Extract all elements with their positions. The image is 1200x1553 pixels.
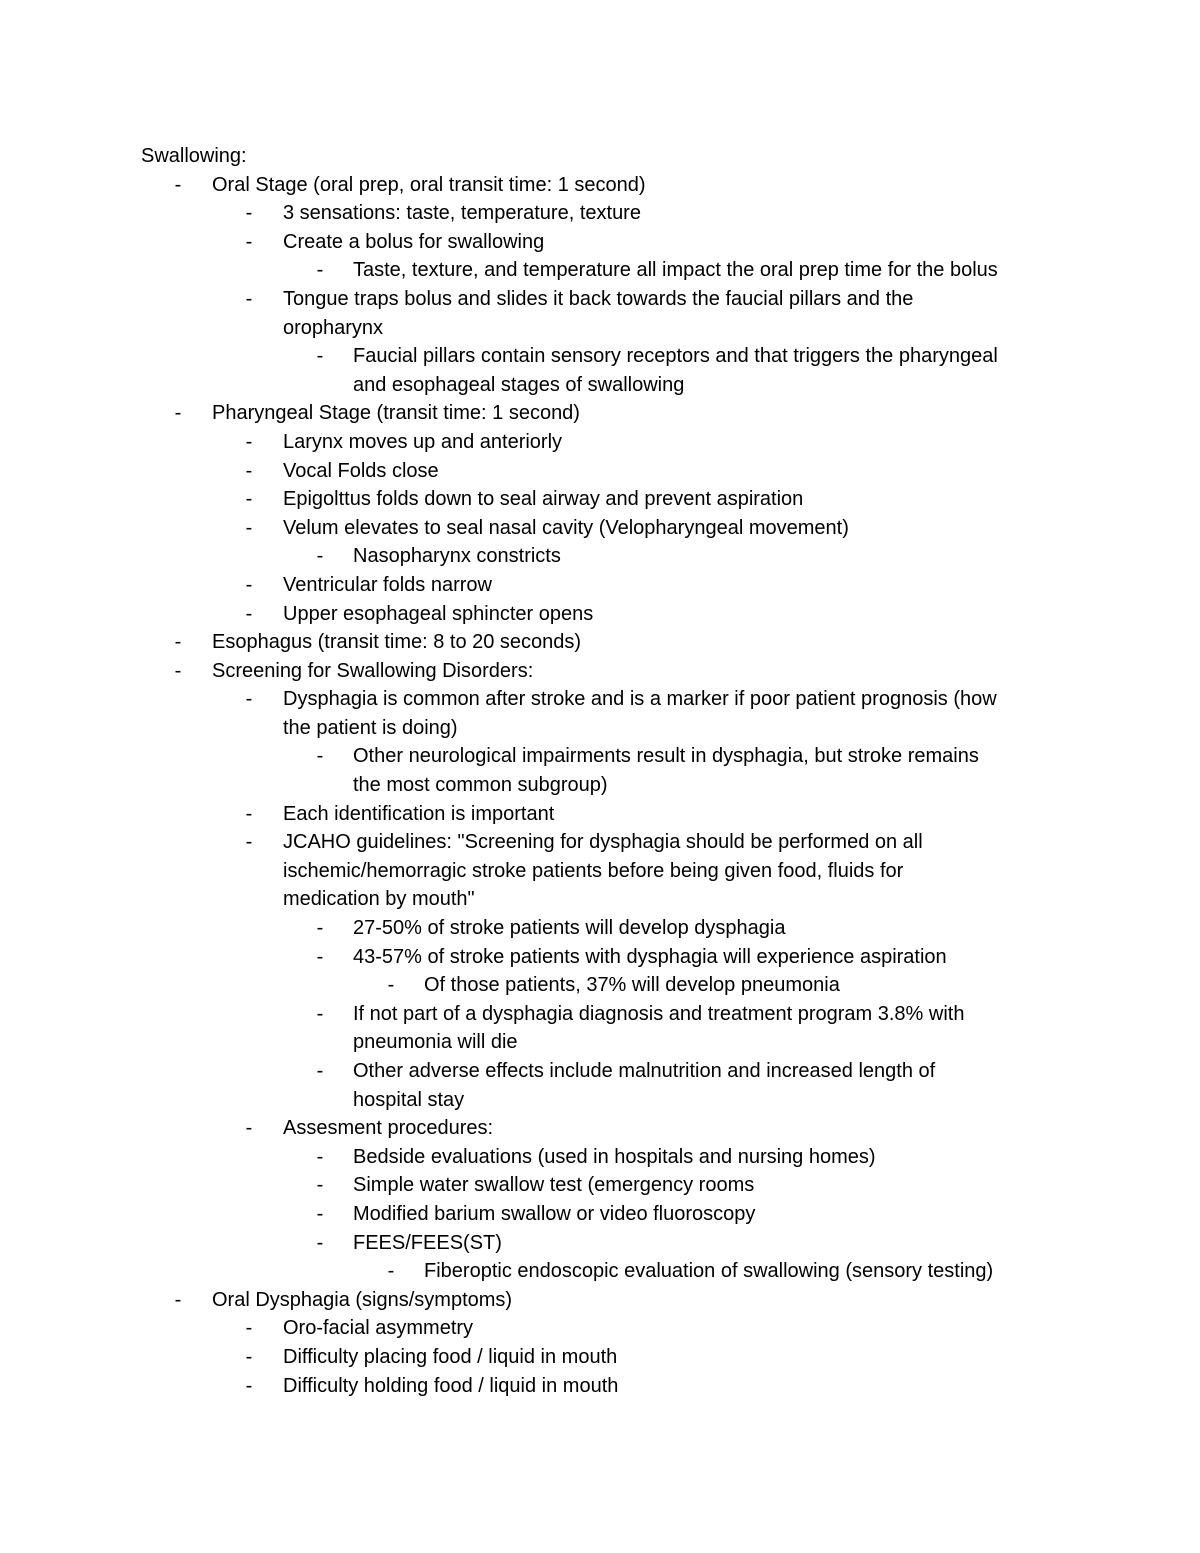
list-item-text: FEES/FEES(ST): [353, 1231, 502, 1254]
list-item: [0, 171, 1200, 200]
list-item-text: Fiberoptic endoscopic evaluation of swallowing (sensory testing): [424, 1260, 994, 1283]
bullet-dash: -: [174, 631, 182, 654]
bullet-dash: -: [316, 917, 324, 940]
list-item-text: Assesment procedures:: [283, 1117, 494, 1140]
bullet-dash: -: [174, 173, 182, 196]
bullet-dash: -: [316, 1145, 324, 1168]
list-item: [0, 914, 1200, 943]
list-item-text: Pharyngeal Stage (transit time: 1 second): [212, 402, 580, 425]
list-item: [0, 943, 1200, 972]
list-item-text: Dysphagia is common after stroke and is a marker if poor patient prognosis (how the patient is doing): [283, 688, 997, 739]
list-item: [0, 1057, 1200, 1114]
list-item: [0, 256, 1200, 285]
bullet-dash: -: [174, 659, 182, 682]
list-item-text: Difficulty holding food / liquid in mouth: [283, 1374, 619, 1397]
list-item: [0, 542, 1200, 571]
list-item: [0, 828, 1200, 914]
list-item-text: Modified barium swallow or video fluoroscopy: [353, 1202, 756, 1225]
list-item: [0, 1114, 1200, 1143]
bullet-outline: [0, 171, 1200, 1401]
list-item: [0, 628, 1200, 657]
list-item: [0, 1143, 1200, 1172]
bullet-dash: -: [245, 488, 253, 511]
bullet-dash: -: [245, 602, 253, 625]
list-item-text: Esophagus (transit time: 8 to 20 seconds): [212, 631, 582, 654]
list-item: [0, 685, 1200, 742]
list-item: [0, 399, 1200, 428]
list-item-text: Faucial pillars contain sensory receptors and that triggers the pharyngeal and esophageal stages of swallowing: [353, 345, 998, 396]
list-item: [0, 514, 1200, 543]
list-item: [0, 971, 1200, 1000]
list-item-text: If not part of a dysphagia diagnosis and treatment program 3.8% with pneumonia will die: [353, 1002, 965, 1054]
bullet-dash: -: [245, 287, 253, 310]
bullet-dash: -: [387, 1260, 395, 1283]
list-item: [0, 800, 1200, 829]
list-item: [0, 228, 1200, 257]
list-item: [0, 1286, 1200, 1315]
list-item-text: Each identification is important: [283, 802, 555, 825]
bullet-dash: -: [316, 1174, 324, 1197]
bullet-dash: -: [245, 230, 253, 253]
list-item-text: Nasopharynx constricts: [353, 545, 561, 568]
list-item-text: Epigolttus folds down to seal airway and prevent aspiration: [283, 488, 804, 511]
bullet-dash: -: [316, 1002, 324, 1025]
list-item: [0, 199, 1200, 228]
list-item-text: Upper esophageal sphincter opens: [283, 602, 594, 625]
list-item: [0, 342, 1200, 399]
list-item-text: Bedside evaluations (used in hospitals and nursing homes): [353, 1145, 876, 1168]
list-item-text: Screening for Swallowing Disorders:: [212, 659, 534, 682]
bullet-dash: -: [245, 1374, 253, 1397]
list-item-text: Larynx moves up and anteriorly: [283, 430, 563, 453]
list-item-text: Ventricular folds narrow: [283, 573, 492, 596]
bullet-dash: -: [174, 402, 182, 425]
list-item-text: Taste, texture, and temperature all impact the oral prep time for the bolus: [353, 259, 998, 282]
list-item-text: Oral Stage (oral prep, oral transit time: 1 second): [212, 173, 646, 196]
list-item-text: Simple water swallow test (emergency rooms: [353, 1174, 755, 1197]
list-item-text: Tongue traps bolus and slides it back towards the faucial pillars and the oropharynx: [283, 287, 914, 339]
bullet-dash: -: [316, 345, 324, 368]
list-item: [0, 1343, 1200, 1372]
bullet-dash: -: [245, 516, 253, 539]
list-item-text: Other adverse effects include malnutrition and increased length of hospital stay: [353, 1060, 936, 1111]
bullet-dash: -: [245, 831, 253, 854]
list-item: [0, 1257, 1200, 1286]
bullet-dash: -: [316, 1202, 324, 1225]
list-item: [0, 657, 1200, 686]
list-item-text: 43-57% of stroke patients with dysphagia will experience aspiration: [353, 945, 947, 968]
bullet-dash: -: [245, 459, 253, 482]
list-item-text: Vocal Folds close: [283, 459, 439, 482]
list-item-text: Oro-facial asymmetry: [283, 1317, 474, 1340]
list-item-text: 27-50% of stroke patients will develop dysphagia: [353, 917, 786, 940]
bullet-dash: -: [245, 202, 253, 225]
list-item: [0, 742, 1200, 799]
list-item: [0, 285, 1200, 342]
list-item-text: Difficulty placing food / liquid in mouth: [283, 1345, 618, 1368]
list-item-text: JCAHO guidelines: "Screening for dysphagia should be performed on all ischemic/hemorragic stroke patients before being given food, fluids for medication by mouth": [283, 831, 923, 911]
list-item: [0, 428, 1200, 457]
bullet-dash: -: [316, 745, 324, 768]
list-item-text: Oral Dysphagia (signs/symptoms): [212, 1288, 513, 1311]
bullet-dash: -: [245, 430, 253, 453]
bullet-dash: -: [245, 1117, 253, 1140]
document-title: Swallowing:: [141, 145, 247, 167]
bullet-dash: -: [245, 802, 253, 825]
bullet-dash: -: [316, 1231, 324, 1254]
list-item: [0, 1171, 1200, 1200]
list-item: [0, 1229, 1200, 1258]
list-item-text: Other neurological impairments result in dysphagia, but stroke remains the most common subgroup): [353, 745, 979, 797]
list-item: [0, 1200, 1200, 1229]
bullet-dash: -: [245, 688, 253, 711]
list-item: [0, 485, 1200, 514]
bullet-dash: -: [316, 545, 324, 568]
bullet-dash: -: [245, 573, 253, 596]
list-item-text: Velum elevates to seal nasal cavity (Velopharyngeal movement): [283, 516, 849, 539]
list-item: [0, 1000, 1200, 1057]
list-item: [0, 1372, 1200, 1401]
list-item-text: Of those patients, 37% will develop pneumonia: [424, 974, 840, 997]
bullet-dash: -: [245, 1345, 253, 1368]
list-item-text: Create a bolus for swallowing: [283, 230, 545, 253]
bullet-dash: -: [245, 1317, 253, 1340]
list-item: [0, 1314, 1200, 1343]
bullet-dash: -: [316, 259, 324, 282]
list-item: [0, 571, 1200, 600]
bullet-dash: -: [316, 945, 324, 968]
list-item-text: 3 sensations: taste, temperature, texture: [283, 202, 641, 225]
bullet-dash: -: [387, 974, 395, 997]
list-item: [0, 600, 1200, 629]
bullet-dash: -: [316, 1060, 324, 1082]
bullet-dash: -: [174, 1288, 182, 1311]
list-item: [0, 457, 1200, 486]
